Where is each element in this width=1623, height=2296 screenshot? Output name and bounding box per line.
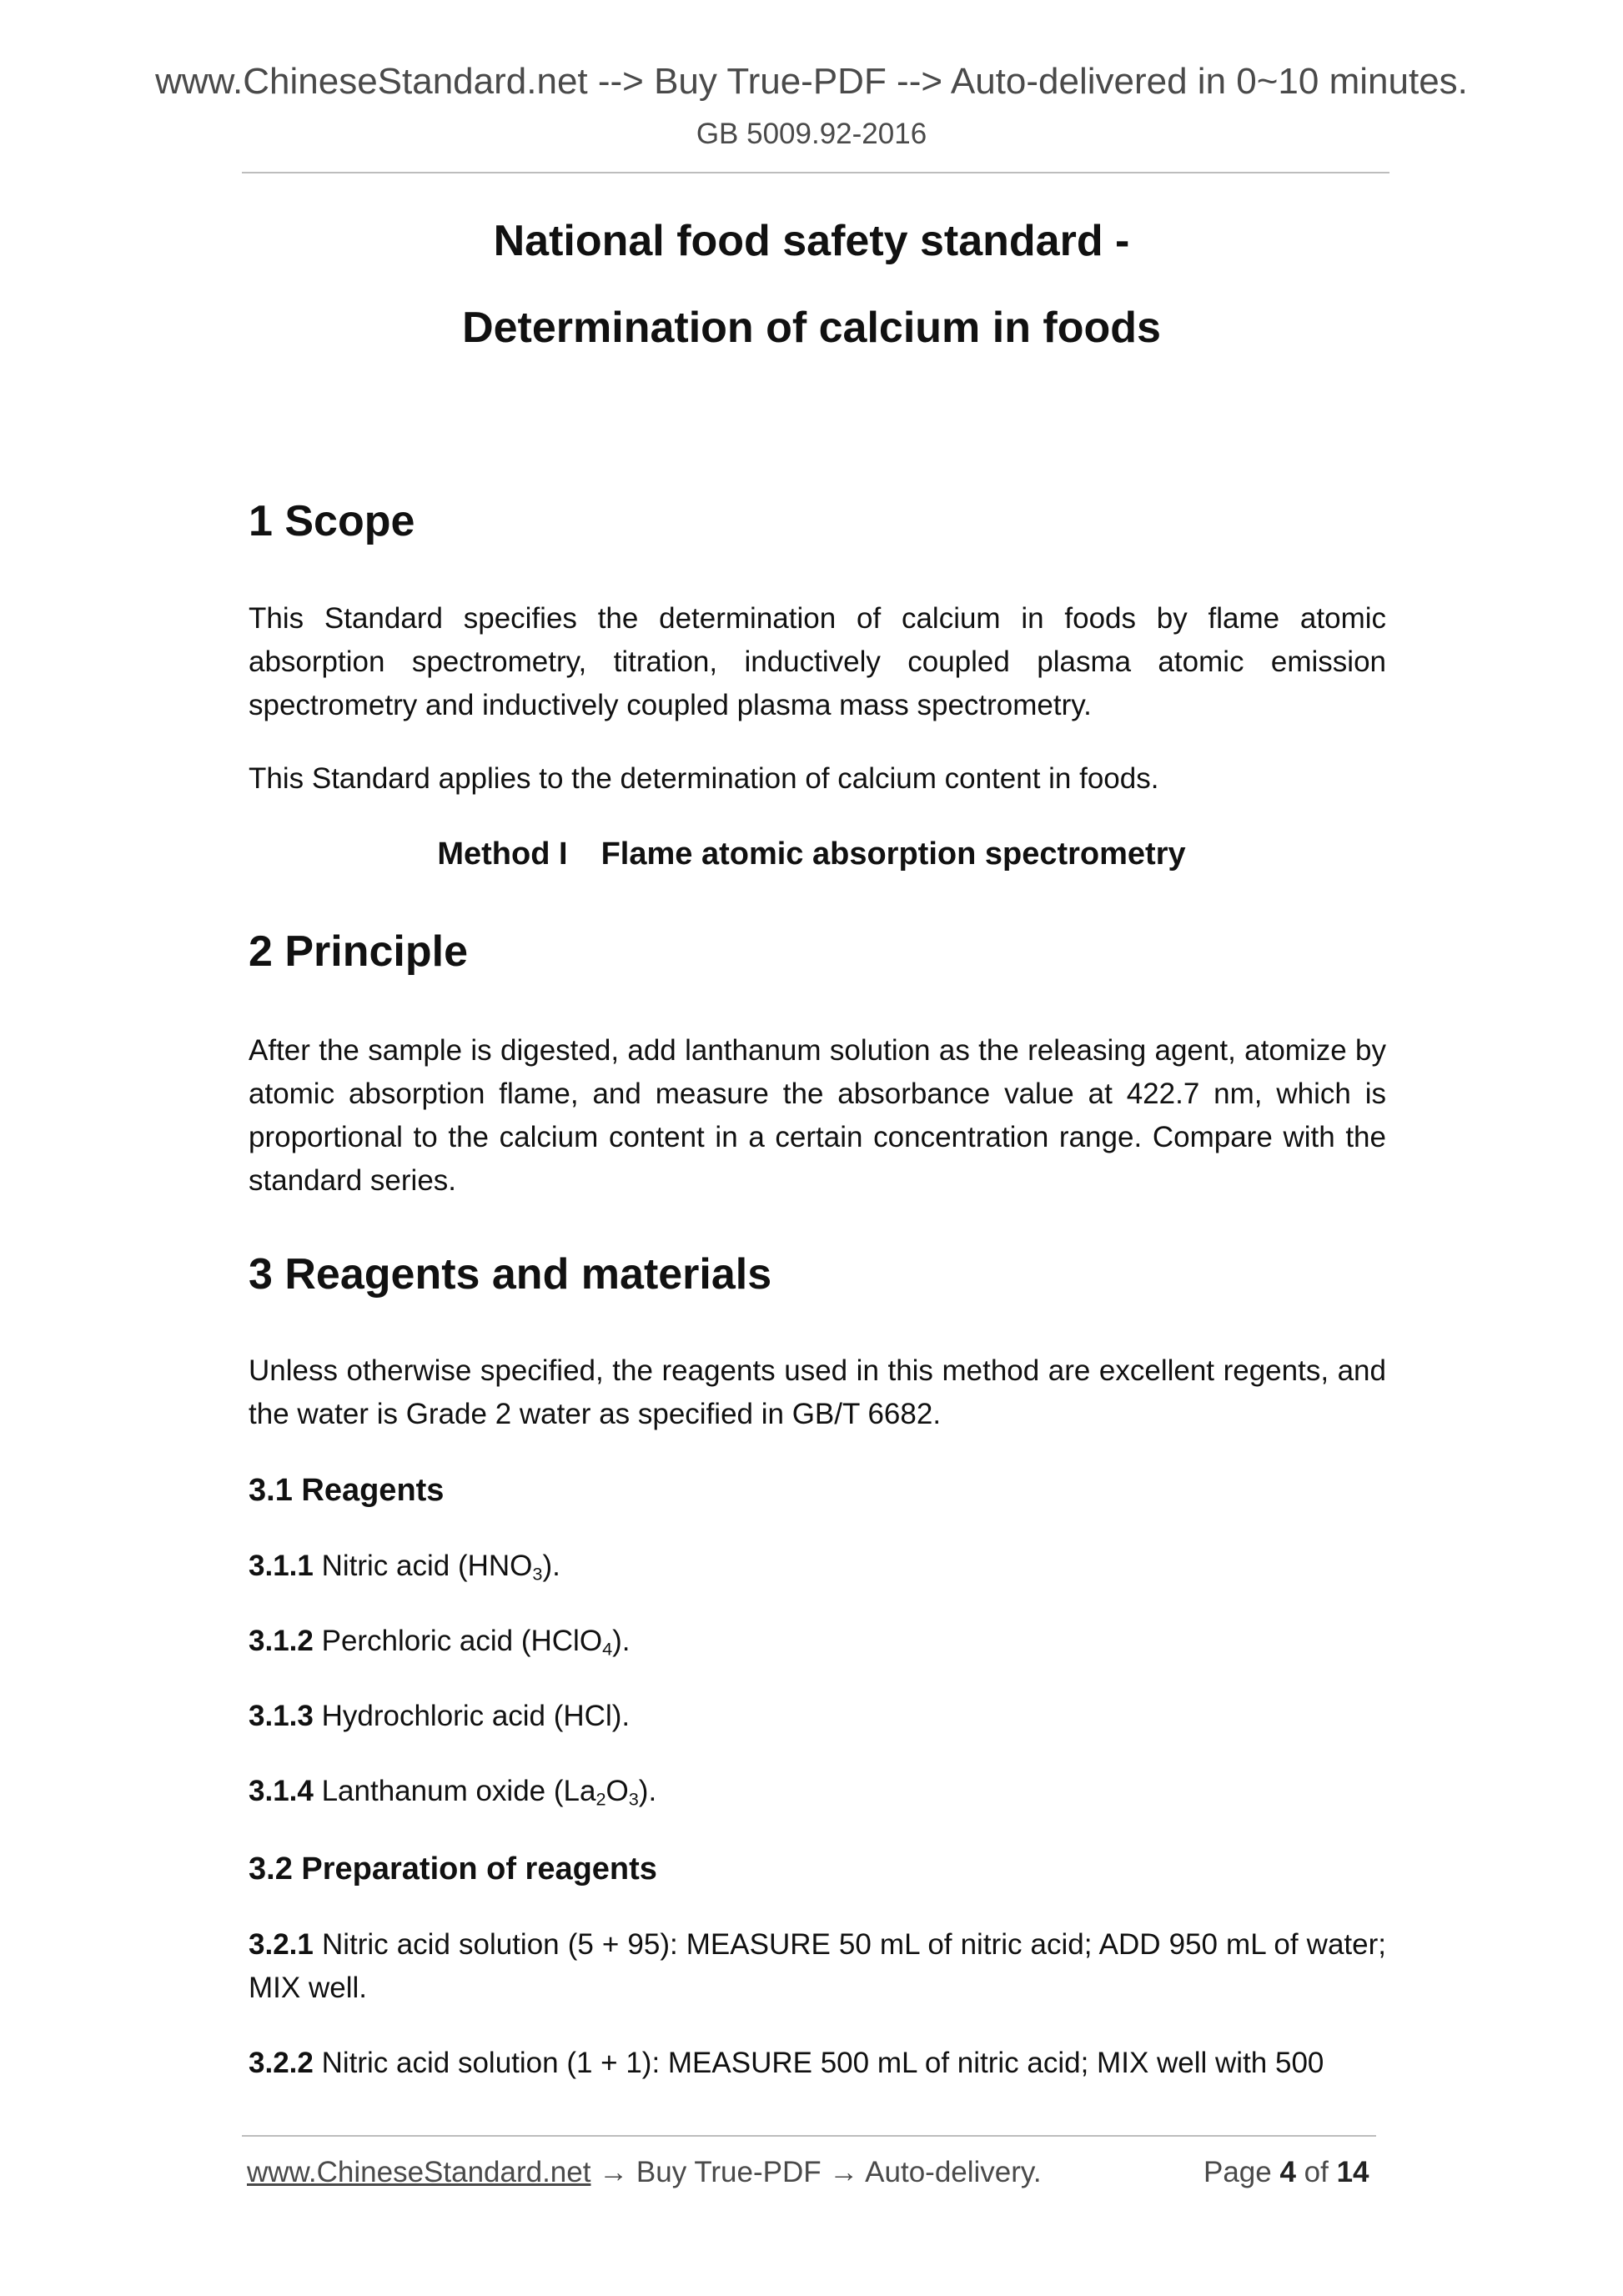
reagent-name-mid: O bbox=[605, 1775, 629, 1807]
method-name: Flame atomic absorption spectrometry bbox=[600, 837, 1186, 872]
reagent-item bbox=[249, 1545, 560, 1588]
footer-site-link[interactable]: www.ChineseStandard.net bbox=[247, 2156, 591, 2188]
preparation-item bbox=[249, 1923, 1386, 2010]
footer-tagline: → Buy True-PDF → Auto-delivery. bbox=[590, 2156, 1042, 2188]
section-heading-reagents: 3 Reagents and materials bbox=[249, 1250, 772, 1299]
subscript: 4 bbox=[602, 1638, 613, 1660]
footer-left bbox=[247, 2155, 1042, 2190]
reagent-name-end: ). bbox=[542, 1550, 560, 1582]
page-label: Page bbox=[1203, 2156, 1280, 2188]
section-heading-principle: 2 Principle bbox=[249, 927, 468, 976]
method-heading bbox=[0, 836, 1623, 874]
reagent-name: Lanthanum oxide (La bbox=[321, 1775, 596, 1807]
subscript: 3 bbox=[628, 1788, 639, 1810]
principle-paragraph: After the sample is digested, add lanthanum solution as the releasing agent, atomize by atomic absorption flame, and measure the absorbance value at 422.7 nm, which is proportional to the calcium content in a certain concentration range. Compare with the standard series. bbox=[249, 1034, 1386, 1197]
method-label: Method I bbox=[437, 837, 568, 872]
header-divider bbox=[242, 172, 1389, 173]
reagent-item bbox=[249, 1770, 656, 1813]
preparation-text: Nitric acid solution (5 + 95): MEASURE 50 mL of nitric acid; ADD 950 mL of water; MIX well. bbox=[249, 1928, 1386, 2004]
section-heading-scope: 1 Scope bbox=[249, 497, 415, 545]
page-of: of bbox=[1295, 2156, 1337, 2188]
reagent-number: 3.1.2 bbox=[249, 1625, 314, 1657]
scope-paragraph-1: This Standard specifies the determination of calcium in foods by flame atomic absorption spectrometry, titration, inductively coupled plasma atomic emission spectrometry and inductively coupled plasma mass spectrometry. bbox=[249, 602, 1386, 721]
reagent-number: 3.1.3 bbox=[249, 1700, 314, 1732]
reagent-name-end: ). bbox=[638, 1775, 657, 1807]
reagents-paragraph: Unless otherwise specified, the reagents used in this method are excellent regents, and the water is Grade 2 water as specified in GB/T 6682. bbox=[249, 1354, 1386, 1430]
standard-code: GB 5009.92-2016 bbox=[696, 118, 927, 150]
page-indicator bbox=[1203, 2155, 1369, 2190]
document-title-line-1: National food safety standard - bbox=[493, 217, 1130, 265]
reagent-number: 3.1.1 bbox=[249, 1550, 314, 1582]
page-current: 4 bbox=[1279, 2156, 1296, 2188]
document-title-line-2: Determination of calcium in foods bbox=[462, 304, 1161, 352]
preparation-item bbox=[249, 2042, 1386, 2085]
reagent-name: Hydrochloric acid (HCl). bbox=[321, 1700, 631, 1732]
reagent-item bbox=[249, 1620, 631, 1663]
scope-paragraph-2: This Standard applies to the determination of calcium content in foods. bbox=[249, 762, 1159, 795]
reagent-item bbox=[249, 1695, 630, 1738]
preparation-text: Nitric acid solution (1 + 1): MEASURE 500 mL of nitric acid; MIX well with 500 bbox=[321, 2047, 1324, 2079]
preparation-number: 3.2.2 bbox=[249, 2047, 314, 2079]
subsection-heading-reagents: 3.1 Reagents bbox=[249, 1473, 445, 1508]
site-banner: www.ChineseStandard.net --> Buy True-PDF --> Auto-delivered in 0~10 minutes. bbox=[155, 61, 1468, 102]
reagent-name: Perchloric acid (HClO bbox=[321, 1625, 603, 1657]
preparation-number: 3.2.1 bbox=[249, 1928, 314, 1961]
subscript: 2 bbox=[595, 1788, 606, 1810]
subsection-heading-preparation: 3.2 Preparation of reagents bbox=[249, 1851, 657, 1887]
subscript: 3 bbox=[532, 1563, 543, 1585]
footer-divider bbox=[242, 2135, 1376, 2137]
reagent-name: Nitric acid (HNO bbox=[321, 1550, 533, 1582]
page-total: 14 bbox=[1336, 2156, 1369, 2188]
reagent-name-end: ). bbox=[612, 1625, 631, 1657]
reagent-number: 3.1.4 bbox=[249, 1775, 314, 1807]
